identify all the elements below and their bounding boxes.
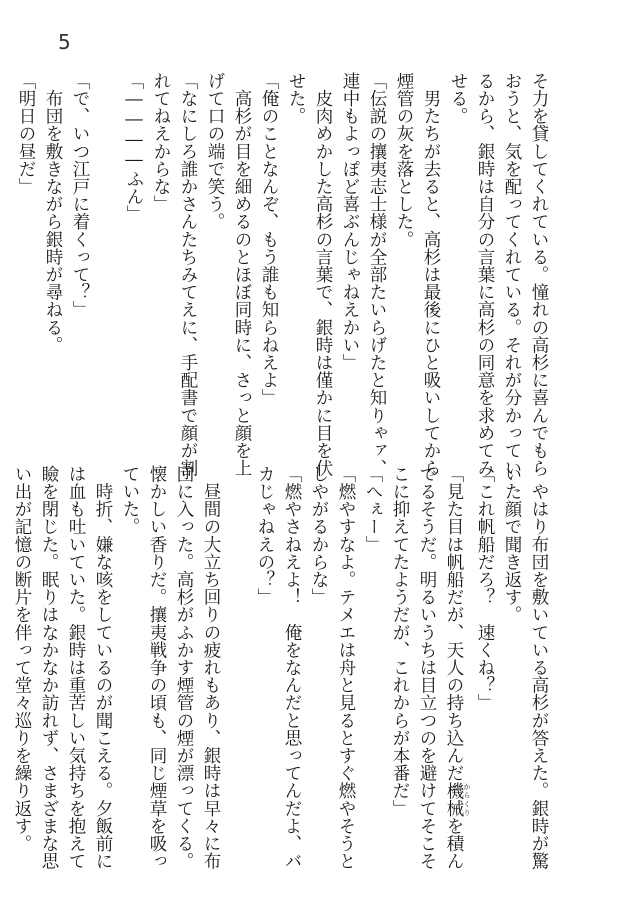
text-line: 「燃やすなよ。テメエは舟と見るとすぐ燃やそうと [336,465,356,870]
text-line: は血も吐いていた。銀時は重苦しい気持ちを抱えて [66,465,86,870]
text-line: せる。 [448,72,468,125]
text-line: やはり布団を敷いている高杉が答えた。銀時が驚 [529,465,549,870]
text-line: 「で、いつ江戸に着くって？」 [70,72,90,319]
text-line: 「これ帆船だろ？ 速くね？」 [475,465,495,712]
text-line: ていた。 [120,465,140,536]
ruby-reading: からくり [463,781,471,818]
blank-line [93,72,120,452]
blank-line [224,465,251,825]
text-line: れてねえからな」 [151,72,171,213]
ruby-base: 機械 [444,781,464,818]
text-line: 「へぇー」 [363,465,383,553]
text-line: カじゃねえの？」 [255,465,275,606]
text-line: 皮肉めかした高杉の言葉で、銀時は僅かに目を伏 [313,72,333,477]
text-column-bottom [12,465,552,870]
ruby-word [444,781,471,818]
text-line: い出が記憶の断片を伴って堂々巡りを繰り返す。 [12,465,32,853]
text-line: 懐かしい香りだ。攘夷戦争の頃も、同じ煙草を吸っ [147,465,167,870]
text-line: しやがるからな」 [309,465,329,606]
text-line: せた。 [286,72,306,125]
page-number: 5 [58,30,71,54]
text-line: げて口の端で笑う。 [205,72,225,231]
text-line: 昼間の大立ち回りの疲れもあり、銀時は早々に布 [201,465,221,870]
text-line: 「燃やさねえよ！ 俺をなんだと思ってんだよ、バ [282,465,302,870]
text-line: 布団を敷きながら銀時が尋ねる。 [43,72,63,354]
text-line: 「俺のことなんぞ、もう誰も知らねえよ」 [259,72,279,407]
text-line: 高杉が目を細めるのとほぼ同時に、さっと顔を上 [232,72,252,477]
text-line: 連中もよっぽど喜ぶんじゃねえかい」 [340,72,360,372]
text-line: 時折、嫌な咳をしているのが聞こえる。夕飯前に [93,465,113,870]
text-line: そ力を貸してくれている。憧れの高杉に喜んでもら [529,72,549,477]
text-column-top [16,72,552,477]
text-line: 瞼を閉じた。眠りはなかなか訪れず、さまざまな思 [39,465,59,870]
text-line: いた顔で聞き返す。 [502,465,522,624]
text-line: でるそうだ。明るいうちは目立つのを避けてそこそ [417,465,437,870]
text-line: こに抑えてたようだが、これからが本番だ」 [390,465,410,817]
text-line: おうと、気を配ってくれている。それが分かってい [502,72,522,477]
text-line: 「明日の昼だ」 [16,72,36,196]
text-line-with-ruby: 「見た目は帆船だが、天人の持ち込んだ機械 からくりを積ん [444,465,471,870]
text-line: 「――――ふん」 [124,72,144,223]
text-line: 団に入った。高杉がふかす煙管の煙が漂ってくる。 [174,465,194,870]
text-line: 「伝説の攘夷志士様が全部たいらげたと知りゃァ、 [367,72,387,477]
text-line: 「なにしろ誰かさんたちみてえに、手配書で顔が割 [178,72,198,477]
text-line: 男たちが去ると、高杉は最後にひと吸いしてから [421,72,441,477]
text-line: るから、銀時は自分の言葉に高杉の同意を求めてみ [475,72,495,477]
text-line: 煙管の灰を落とした。 [394,72,414,248]
